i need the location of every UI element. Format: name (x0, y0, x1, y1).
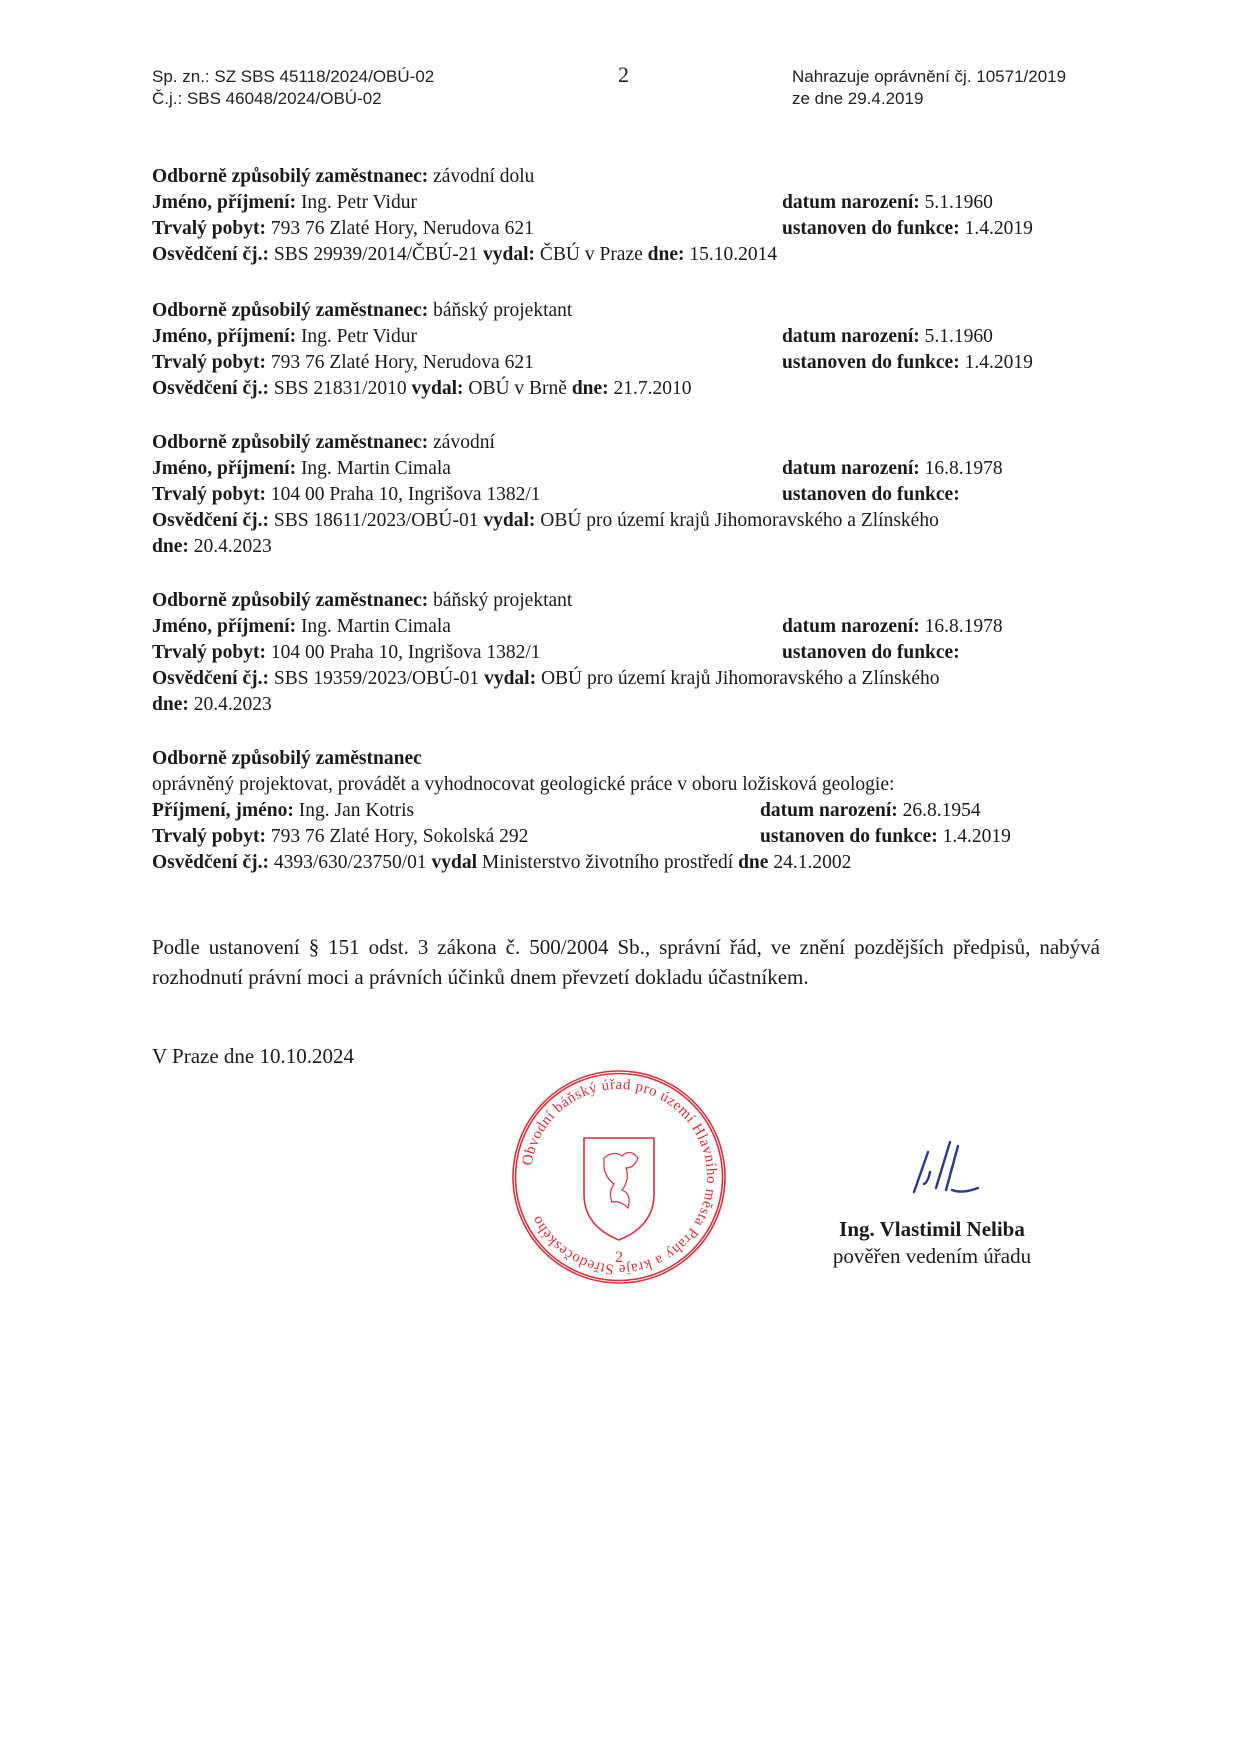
certificate-date: 15.10.2014 (689, 244, 778, 265)
legal-validity-paragraph: Podle ustanovení § 151 odst. 3 zákona č. 500/2004 Sb., správní řád, ve znění pozdějších předpisů, nabývá rozhodnutí právní moci a právních účinků dnem převzetí dokladu účastníkem. (152, 935, 1100, 989)
birth-date: 5.1.1960 (924, 192, 993, 213)
date-label: dne: (571, 378, 609, 399)
employee-label: Odborně způsobilý zaměstnanec: (152, 432, 429, 453)
file-reference: Sp. zn.: SZ SBS 45118/2024/OBÚ-02 (152, 67, 435, 86)
employee-label: Odborně způsobilý zaměstnanec: (152, 300, 429, 321)
birth-label: datum narození: (782, 326, 920, 347)
issued-label: vydal: (411, 378, 464, 399)
appointed-label: ustanoven do funkce: (760, 826, 938, 847)
employee-role: báňský projektant (433, 590, 573, 611)
certificate-date: 20.4.2023 (193, 694, 272, 715)
employee-entry (152, 588, 1112, 718)
birth-date: 16.8.1978 (924, 616, 1003, 637)
replaces-permit: Nahrazuje oprávnění čj. 10571/2019 (792, 67, 1067, 86)
signer-block (812, 1216, 1052, 1270)
residence: 104 00 Praha 10, Ingrišova 1382/1 (270, 484, 541, 505)
employee-entry (152, 430, 1112, 560)
appointed-label: ustanoven do funkce: (782, 642, 960, 663)
certificate-label: Osvědčení čj.: (152, 668, 269, 689)
geologist-name: Ing. Jan Kotris (298, 800, 415, 821)
certificate-label: Osvědčení čj.: (152, 378, 269, 399)
issued-label: vydal (431, 852, 478, 873)
reference-numbers (152, 66, 434, 110)
certificate-date: 20.4.2023 (193, 536, 272, 557)
replacement-note (792, 66, 1066, 110)
certificate-number: 4393/630/23750/01 (273, 852, 427, 873)
certificate-number: SBS 19359/2023/OBÚ-01 (273, 668, 480, 689)
place-and-date: V Praze dne 10.10.2024 (152, 1044, 354, 1068)
handwritten-signature (906, 1132, 986, 1202)
residence-label: Trvalý pobyt: (152, 352, 266, 373)
certificate-number: SBS 29939/2014/ČBÚ-21 (273, 244, 479, 265)
certificate-number: SBS 18611/2023/OBÚ-01 (273, 510, 479, 531)
certificate-label: Osvědčení čj.: (152, 852, 269, 873)
employee-label: Odborně způsobilý zaměstnanec: (152, 590, 429, 611)
residence: 104 00 Praha 10, Ingrišova 1382/1 (270, 642, 541, 663)
certificate-label: Osvědčení čj.: (152, 510, 269, 531)
employee-role: báňský projektant (433, 300, 573, 321)
certificate-label: Osvědčení čj.: (152, 244, 269, 265)
issuer: OBÚ pro území krajů Jihomoravského a Zlínského (540, 510, 939, 531)
date-label: dne (738, 852, 769, 873)
date-label: dne: (647, 244, 685, 265)
official-stamp (508, 1066, 730, 1288)
birth-date: 5.1.1960 (924, 326, 993, 347)
certificate-number: SBS 21831/2010 (273, 378, 407, 399)
residence: 793 76 Zlaté Hory, Nerudova 621 (270, 218, 534, 239)
name-label: Jméno, příjmení: (152, 458, 297, 479)
stamp-text: Obvodní báňský úřad pro území Hlavního města Prahy a kraje Středočeského (519, 1076, 720, 1278)
appointed-date: 1.4.2019 (964, 218, 1033, 239)
coat-of-arms-icon (584, 1138, 654, 1240)
birth-label: datum narození: (782, 192, 920, 213)
name-label: Jméno, příjmení: (152, 326, 297, 347)
residence: 793 76 Zlaté Hory, Nerudova 621 (270, 352, 534, 373)
issued-label: vydal: (482, 244, 535, 265)
name-label: Jméno, příjmení: (152, 616, 297, 637)
appointed-date: 1.4.2019 (964, 352, 1033, 373)
residence-label: Trvalý pobyt: (152, 218, 266, 239)
certificate-date: 24.1.2002 (773, 852, 852, 873)
employee-role: závodní (433, 432, 495, 453)
name-label: Jméno, příjmení: (152, 192, 297, 213)
residence-label: Trvalý pobyt: (152, 826, 266, 847)
birth-label: datum narození: (782, 616, 920, 637)
certificate-date: 21.7.2010 (613, 378, 692, 399)
signer-title: pověřen vedením úřadu (832, 1244, 1032, 1268)
issued-label: vydal: (483, 510, 536, 531)
employee-entry (152, 298, 1112, 402)
document-reference: Č.j.: SBS 46048/2024/OBÚ-02 (152, 89, 382, 108)
employee-name: Ing. Petr Vidur (300, 326, 417, 347)
geologist-entry (152, 746, 1112, 876)
date-label: dne: (152, 694, 189, 715)
employee-role: závodní dolu (433, 166, 535, 187)
issuer: ČBÚ v Praze (539, 244, 643, 265)
replaces-date: ze dne 29.4.2019 (792, 89, 924, 108)
appointed-label: ustanoven do funkce: (782, 352, 960, 373)
issuer: Ministerstvo životního prostředí (481, 852, 734, 873)
appointed-label: ustanoven do funkce: (782, 218, 960, 239)
birth-label: datum narození: (782, 458, 920, 479)
birth-date: 16.8.1978 (924, 458, 1003, 479)
appointed-date: 1.4.2019 (942, 826, 1011, 847)
issuer: OBÚ pro území krajů Jihomoravského a Zlínského (540, 668, 940, 689)
employee-name: Ing. Martin Cimala (300, 458, 451, 479)
employee-entry (152, 164, 1112, 268)
issued-label: vydal: (484, 668, 537, 689)
svg-text:Obvodní báňský úřad pro území (520, 1077, 719, 1277)
geologist-description: oprávněný projektovat, provádět a vyhodnocovat geologické práce v oboru ložisková geologie: (152, 774, 895, 795)
employee-name: Ing. Martin Cimala (300, 616, 451, 637)
employee-label: Odborně způsobilý zaměstnanec (152, 748, 422, 769)
stamp-number: 2 (615, 1249, 623, 1266)
page-number: 2 (618, 62, 629, 87)
residence-label: Trvalý pobyt: (152, 642, 266, 663)
birth-label: datum narození: (760, 800, 898, 821)
residence: 793 76 Zlaté Hory, Sokolská 292 (270, 826, 529, 847)
employee-label: Odborně způsobilý zaměstnanec: (152, 166, 429, 187)
name-label: Příjmení, jméno: (152, 800, 294, 821)
employee-name: Ing. Petr Vidur (300, 192, 417, 213)
signer-name: Ing. Vlastimil Neliba (839, 1217, 1025, 1241)
date-label: dne: (152, 536, 189, 557)
appointed-label: ustanoven do funkce: (782, 484, 960, 505)
birth-date: 26.8.1954 (902, 800, 981, 821)
issuer: OBÚ v Brně (468, 378, 567, 399)
residence-label: Trvalý pobyt: (152, 484, 266, 505)
